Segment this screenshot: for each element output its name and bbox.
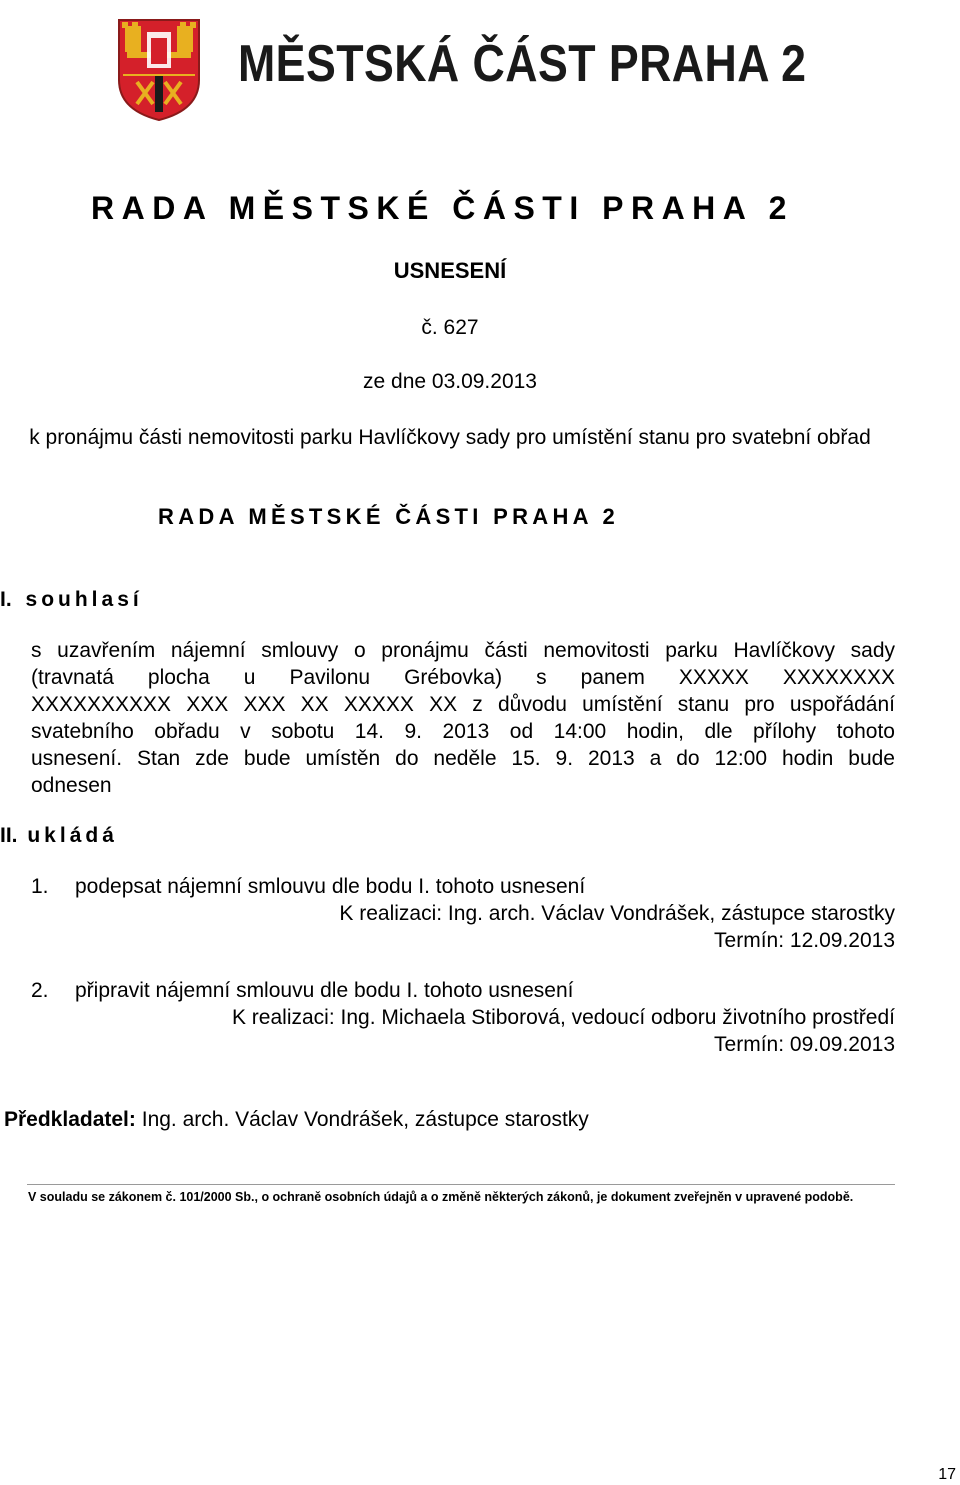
section-1-line: usnesení. Stan zde bude umístěn do neděle 15. 9. 2013 a do 12:00 hodin bude [31,747,895,770]
document-type: USNESENÍ [393,258,507,283]
resolution-subject: k pronájmu části nemovitosti parku Havlíčkovy sady pro umístění stanu pro svatební obřad [29,426,871,449]
council-title: RADA MĚSTSKÉ ČÁSTI PRAHA 2 [158,504,619,529]
task-1-number: 1. [31,875,49,898]
section-1-numeral: I. [0,588,12,611]
task-1-responsible: K realizaci: Ing. arch. Václav Vondrášek, zástupce starostky [339,902,895,925]
presenter-name: Ing. arch. Václav Vondrášek, zástupce starostky [141,1108,589,1131]
task-1-deadline: Termín: 12.09.2013 [714,929,895,952]
section-1-line: svatebního obřadu v sobotu 14. 9. 2013 od 14:00 hodin, dle přílohy tohoto [31,720,895,743]
section-1-text [31,637,895,799]
section-2-numeral: II. [0,824,18,847]
section-2-heading [0,824,118,848]
section-1-heading [0,588,143,612]
section-1-line: s uzavřením nájemní smlouvy o pronájmu části nemovitosti parku Havlíčkovy sady [31,639,895,662]
logo-title: MĚSTSKÁ ČÁST PRAHA 2 [238,35,807,93]
task-1-text: podepsat nájemní smlouvu dle bodu I. tohoto usnesení [75,875,586,898]
presenter-label: Předkladatel: [4,1108,136,1131]
section-1-verb: souhlasí [25,588,143,611]
praha-2-coat-of-arms-icon [117,18,201,122]
presenter [4,1108,589,1132]
section-2-verb: ukládá [27,824,118,847]
footer-note: V souladu se zákonem č. 101/2000 Sb., o ochraně osobních údajů a o změně některých zákonů, je dokument zveřejněn v upravené podobě. [28,1190,854,1204]
task-2-number: 2. [31,979,49,1002]
section-1-line: (travnatá plocha u Pavilonu Grébovka) s panem XXXXX XXXXXXXX [31,666,895,689]
task-2-deadline: Termín: 09.09.2013 [714,1033,895,1056]
section-1-line: odnesen [31,774,112,797]
document-title: RADA MĚSTSKÉ ČÁSTI PRAHA 2 [91,190,794,226]
task-2-text: připravit nájemní smlouvu dle bodu I. tohoto usnesení [75,979,574,1002]
resolution-date: ze dne 03.09.2013 [363,370,537,393]
page-number: 17 [938,1466,956,1483]
footer-divider [27,1184,895,1185]
task-2-responsible: K realizaci: Ing. Michaela Stiborová, vedoucí odboru životního prostředí [231,1006,895,1029]
section-1-line: XXXXXXXXXX XXX XXX XX XXXXX XX z důvodu umístění stanu pro uspořádání [31,693,895,716]
resolution-number: č. 627 [421,316,479,339]
